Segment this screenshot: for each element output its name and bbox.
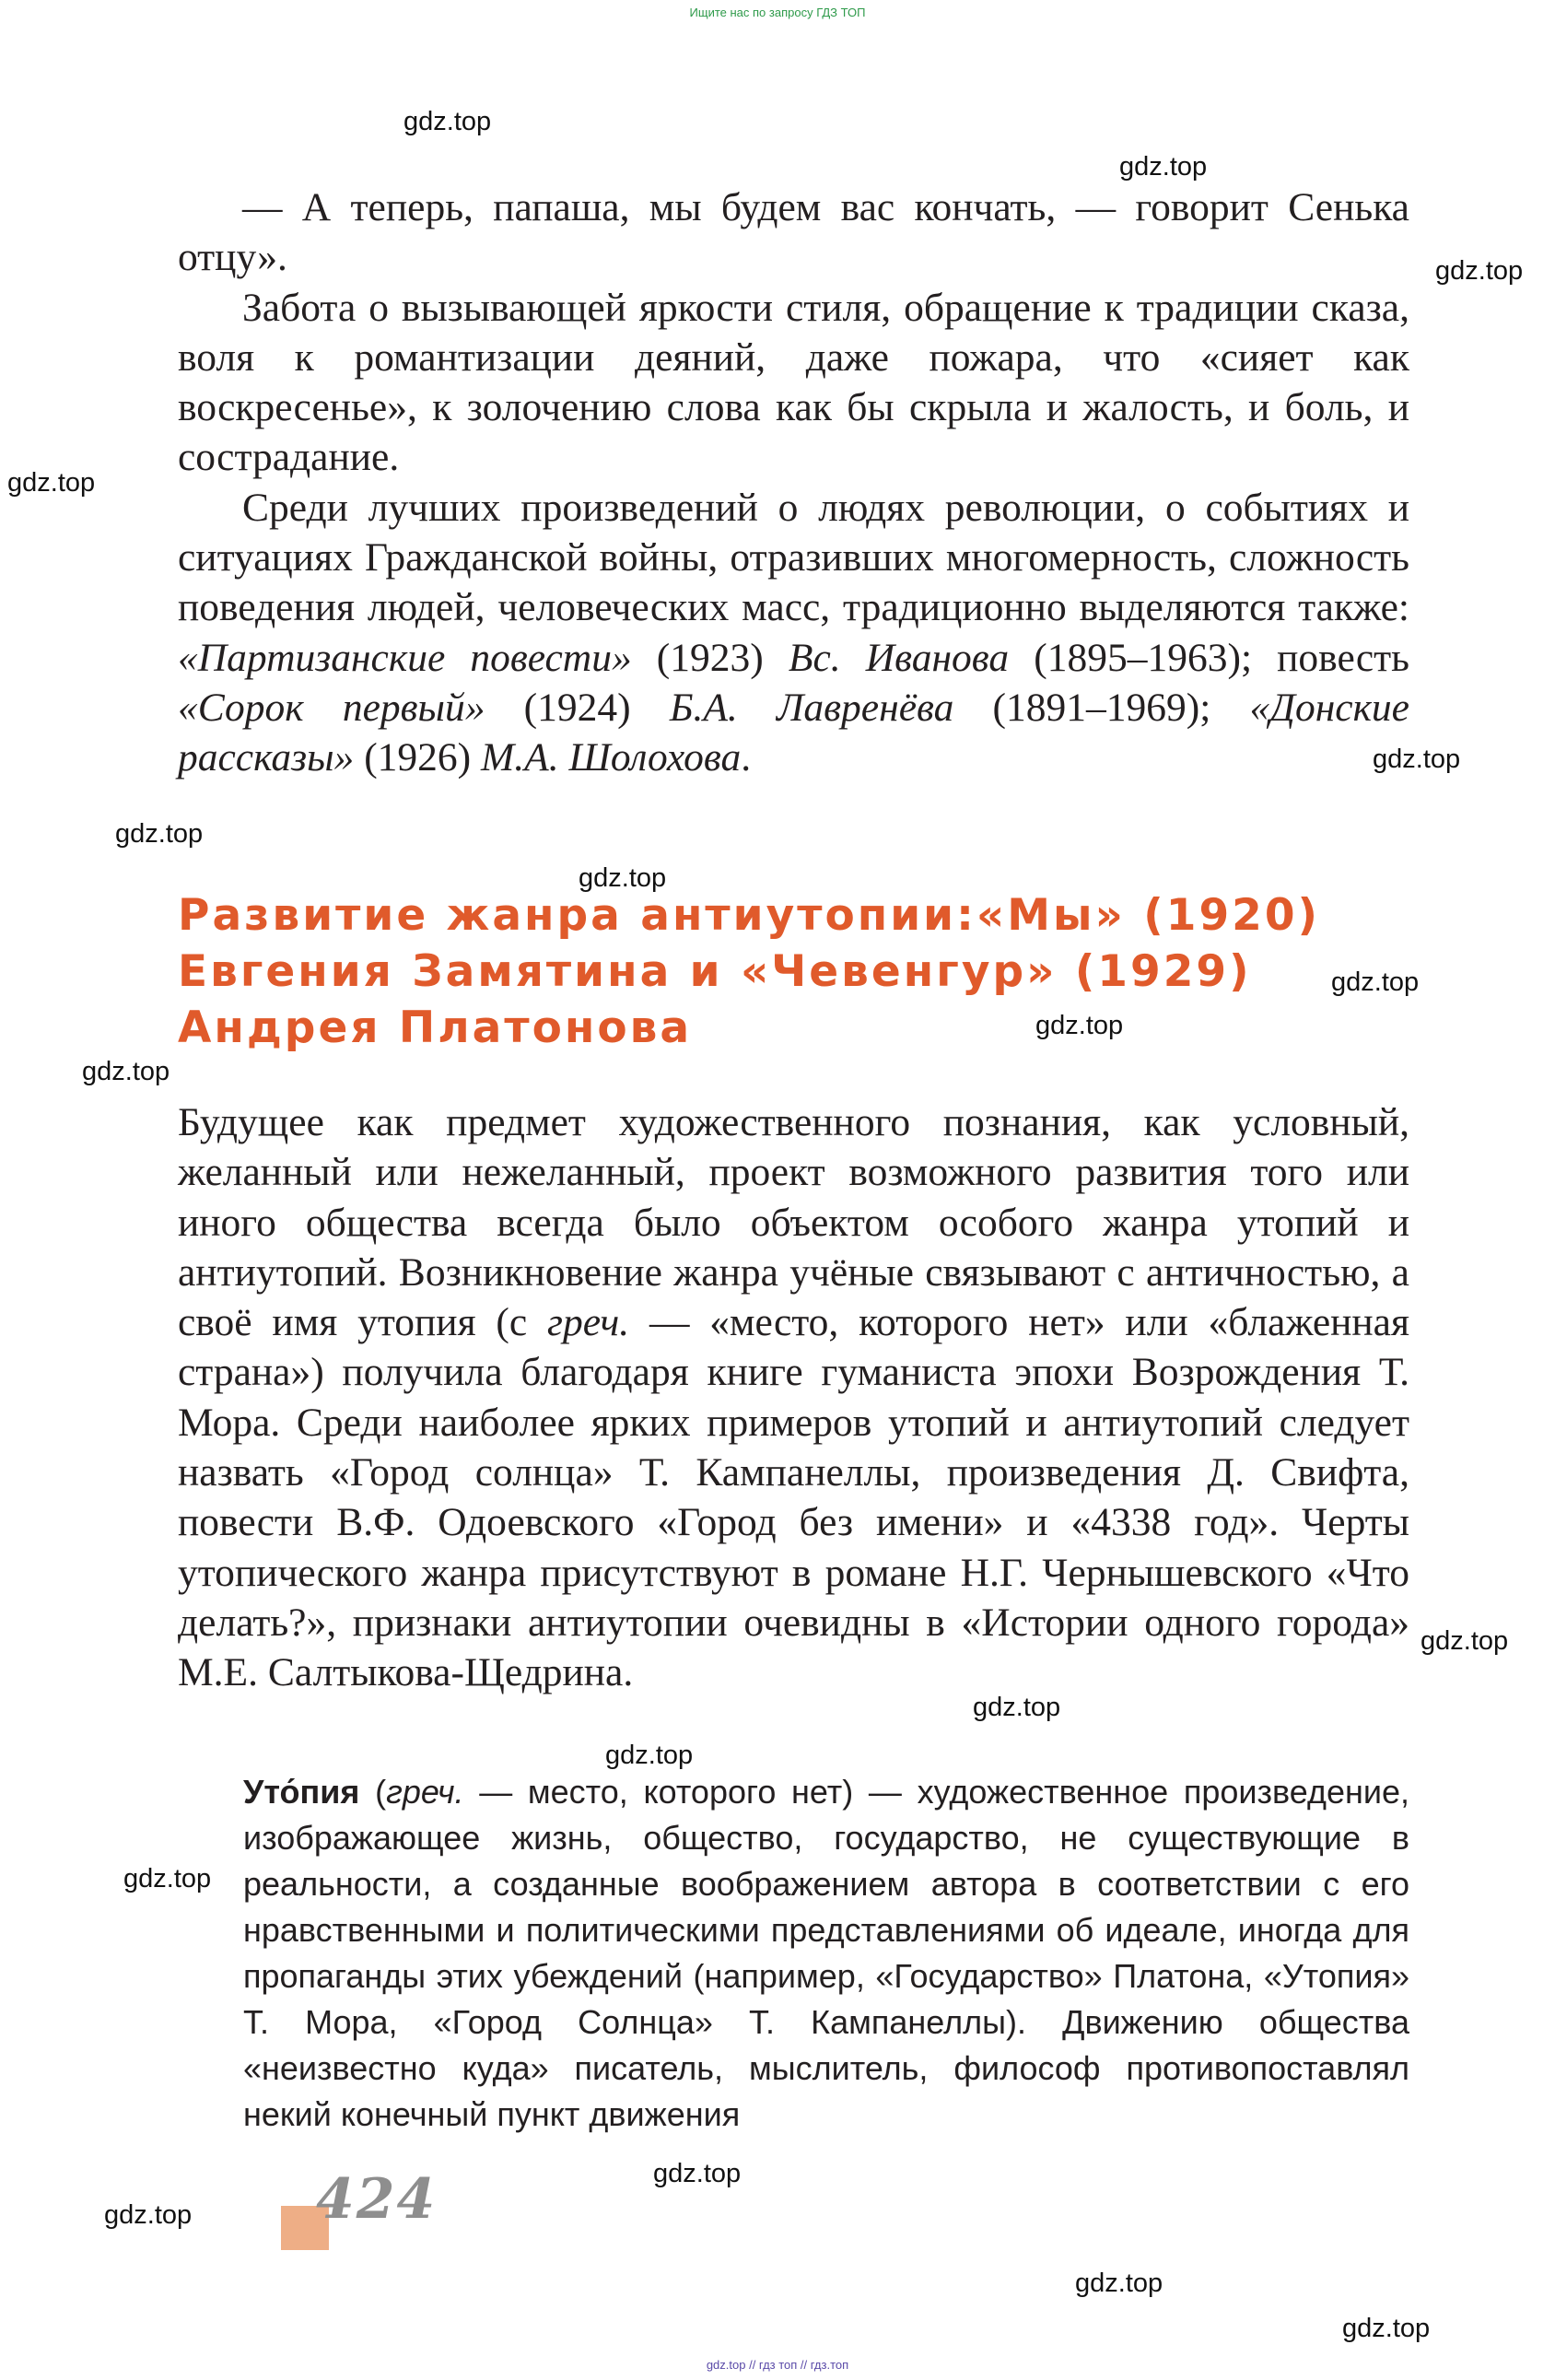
paragraph: Забота о вызывающей яркости стиля, обращение к традиции сказа, воля к романтизации деяний, даже пожара, что «сияет как воскресенье», к золочению слова как бы скрыла и жалость, и боль, и сострадание. [178,285,1409,480]
watermark: gdz.top [1373,744,1461,774]
text-run: (1923) [631,635,789,680]
text-run: Среди лучших произведений о людях революции, о событиях и ситуациях Гражданской войны, отразивших многомерность, сложность поведения людей, человеческих масс, традиционно выделяются также: [178,485,1409,630]
watermark: gdz.top [7,468,96,498]
paragraph [178,483,1409,783]
section-1-text [178,182,1409,783]
page-number: 424 [316,2167,438,2232]
watermark: gdz.top [1075,2269,1163,2298]
abbreviation: греч. [547,1300,630,1345]
watermark: gdz.top [605,1741,694,1770]
watermark: gdz.top [104,2200,193,2230]
text-run: (1924) [485,685,670,730]
watermark: gdz.top [653,2159,742,2188]
watermark: gdz.top [403,107,492,136]
heading-line: Андрея Платонова [178,1002,693,1053]
watermark: gdz.top [1119,152,1208,182]
watermark: gdz.top [973,1693,1061,1722]
author-name: Б.А. Лавренёва [669,685,954,730]
heading-line: Евгения Замятина и «Чевенгур» (1929) [178,946,1252,997]
watermark: gdz.top [1035,1011,1124,1040]
watermark: gdz.top [1342,2314,1431,2343]
text-run: . [741,735,752,780]
watermark: gdz.top [579,863,667,893]
text-run: (1895–1963); повесть [1009,635,1409,680]
watermark: gdz.top [1435,256,1524,286]
paragraph: — А теперь, папаша, мы будем вас кончать, — говорит Сенька отцу». [178,185,1409,280]
section-2-text [178,1097,1409,1698]
top-note: Ищите нас по запросу ГДЗ ТОП [689,6,866,19]
work-title: «Донские рассказы» [178,685,1409,780]
definition-term: Уто́пия [243,1773,360,1811]
text-run: (1891–1969); [953,685,1250,730]
definition-block [243,1769,1409,2138]
text-run: — место, которого нет) — художественное произведение, изображающее жизнь, общество, государство, не существующие в реальности, а созданные воображением автора в соответствии с его нравственными и политическими представлениями об идеале, иногда для пропаганды этих убеждений (например, «Государство» Платона, «Утопия» Т. Мора, «Город Солнца» Т. Кампанеллы). Движению общества «неизвестно куда» писатель, мыслитель, философ противопоставлял некий конечный пункт движения [243,1773,1409,2133]
heading-line: Развитие жанра антиутопии:«Мы» (1920) [178,890,1321,941]
author-name: Вс. Иванова [788,635,1010,680]
watermark: gdz.top [1331,967,1420,997]
abbreviation: греч. [386,1773,464,1811]
paragraph [178,1097,1409,1698]
watermark: gdz.top [115,819,204,849]
work-title: «Сорок первый» [178,685,485,730]
text-run: (1926) [354,735,482,780]
author-name: М.А. Шолохова [481,735,742,780]
text-run: ( [359,1773,387,1811]
watermark: gdz.top [82,1057,170,1086]
work-title: «Партизанские повести» [178,635,632,680]
watermark: gdz.top [1421,1626,1509,1656]
text-run: — «место, которого нет» или «блаженная страна») получила благодаря книге гуманиста эпохи Возрождения Т. Мора. Среди наиболее ярких примеров утопий и антиутопий следует назвать «Город солнца» Т. Кампанеллы, произведения Д. Свифта, повести В.Ф. Одоевского «Город без имени» и «4338 год». Черты утопического жанра присутствуют в романе Н.Г. Чернышевского «Что делать?», признаки антиутопии очевидны в «Истории одного города» М.Е. Салтыкова-Щедрина. [178,1300,1409,1695]
watermark: gdz.top [123,1864,212,1893]
section-heading [178,887,1467,1056]
bottom-note: gdz.top // гдз топ // гдз.топ [706,2358,849,2372]
text-run: Будущее как предмет художественного познания, как условный, желанный или нежеланный, проект возможного развития того или иного общества всегда было объектом особого жанра утопий и антиутопий. Возникновение жанра учёные связывают с античностью, а своё имя утопия (с [178,1100,1409,1345]
